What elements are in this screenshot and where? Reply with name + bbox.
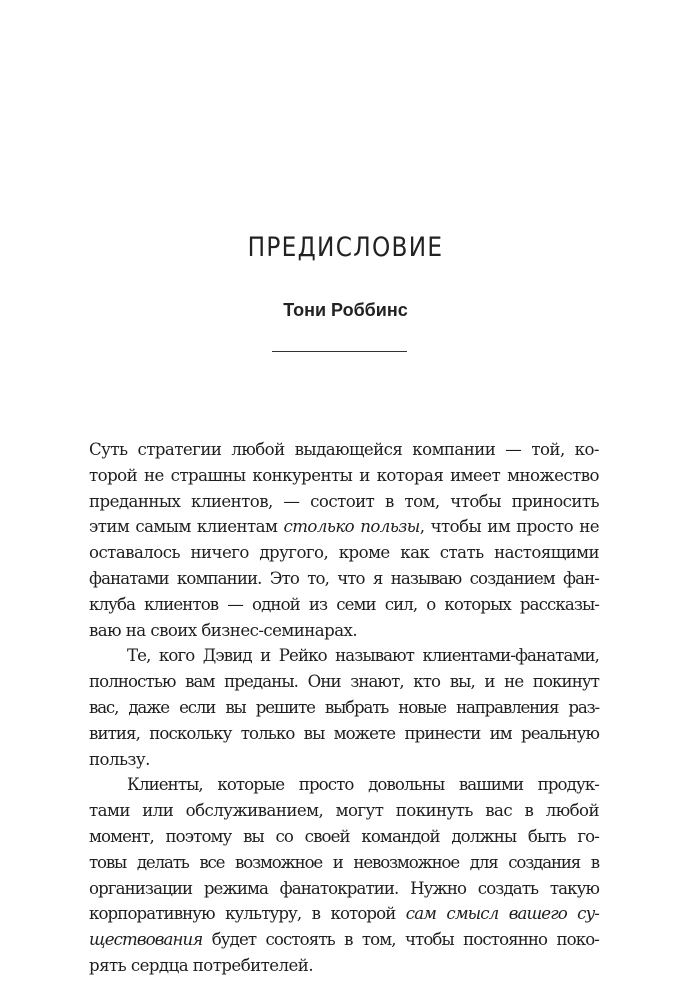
emphasis-text: столько пользы	[283, 517, 420, 537]
paragraph-3-line	[89, 798, 599, 824]
paragraph-1-line	[89, 437, 599, 463]
paragraph-3-line	[89, 876, 599, 902]
text-run: клуба клиентов — одной из семи сил, о которых рассказы-	[89, 594, 599, 614]
text-run: будет состоять в том, чтобы постоянно поко-	[202, 930, 599, 950]
text-run: товы делать все возможное и невозможное для создания в	[89, 852, 599, 872]
text-run: , чтобы им просто не	[419, 517, 599, 537]
emphasis-text: сам смысл вашего су-	[405, 904, 600, 924]
text-run: момент, поэтому вы со своей командой должны быть го-	[89, 826, 599, 846]
paragraph-2-line	[89, 721, 599, 747]
page-title: ПРЕДИСЛОВИЕ	[247, 232, 444, 263]
text-run: тами или обслуживанием, могут покинуть вас в любой	[89, 801, 599, 821]
text-run: пользу.	[89, 749, 150, 769]
text-run: вития, поскольку только вы можете принести им реальную	[89, 723, 599, 743]
body-text	[89, 437, 599, 979]
paragraph-1-line	[89, 592, 599, 618]
paragraph-1-line	[89, 566, 599, 592]
paragraph-2-line	[89, 747, 599, 773]
text-run: организации режима фанатократии. Нужно создать такую	[89, 878, 599, 898]
text-run: этим самым клиентам	[89, 517, 284, 537]
text-run: Суть стратегии любой выдающейся компании — той, ко-	[89, 440, 599, 459]
author-name: Тони Роббинс	[283, 300, 408, 320]
text-run: рять сердца потребителей.	[89, 955, 314, 975]
text-run: корпоративную культуру, в которой	[89, 904, 406, 924]
emphasis-text: ществования	[89, 930, 203, 950]
paragraph-1-line	[89, 618, 599, 644]
text-run: торой не страшны конкуренты и которая имеет множество	[89, 465, 599, 485]
paragraph-3-line	[89, 953, 599, 979]
title-divider	[272, 351, 407, 352]
paragraph-1-line	[89, 514, 599, 540]
text-run: преданных клиентов, — состоит в том, чтобы приносить	[89, 491, 599, 511]
paragraph-3-line	[89, 927, 599, 953]
text-run: вас, даже если вы решите выбрать новые направления раз-	[89, 697, 599, 717]
text-run: ваю на своих бизнес-семинарах.	[89, 620, 358, 640]
paragraph-3-line	[89, 850, 599, 876]
text-run: Те, кого Дэвид и Рейко называют клиентами-фанатами,	[127, 646, 599, 666]
paragraph-2-line	[89, 669, 599, 695]
paragraph-1-line	[89, 540, 599, 566]
text-run: оставалось ничего другого, кроме как стать настоящими	[89, 543, 599, 563]
paragraph-1-line	[89, 463, 599, 489]
text-run: полностью вам преданы. Они знают, кто вы, и не покинут	[89, 672, 599, 692]
paragraph-2-line	[89, 643, 599, 669]
paragraph-3-line	[89, 772, 599, 798]
paragraph-2-line	[89, 695, 599, 721]
paragraph-3-line	[89, 901, 599, 927]
text-run: Клиенты, которые просто довольны вашими продук-	[127, 775, 599, 795]
paragraph-3-line	[89, 824, 599, 850]
paragraph-1-line	[89, 489, 599, 515]
text-run: фанатами компании. Это то, что я называю созданием фан-	[89, 568, 599, 588]
